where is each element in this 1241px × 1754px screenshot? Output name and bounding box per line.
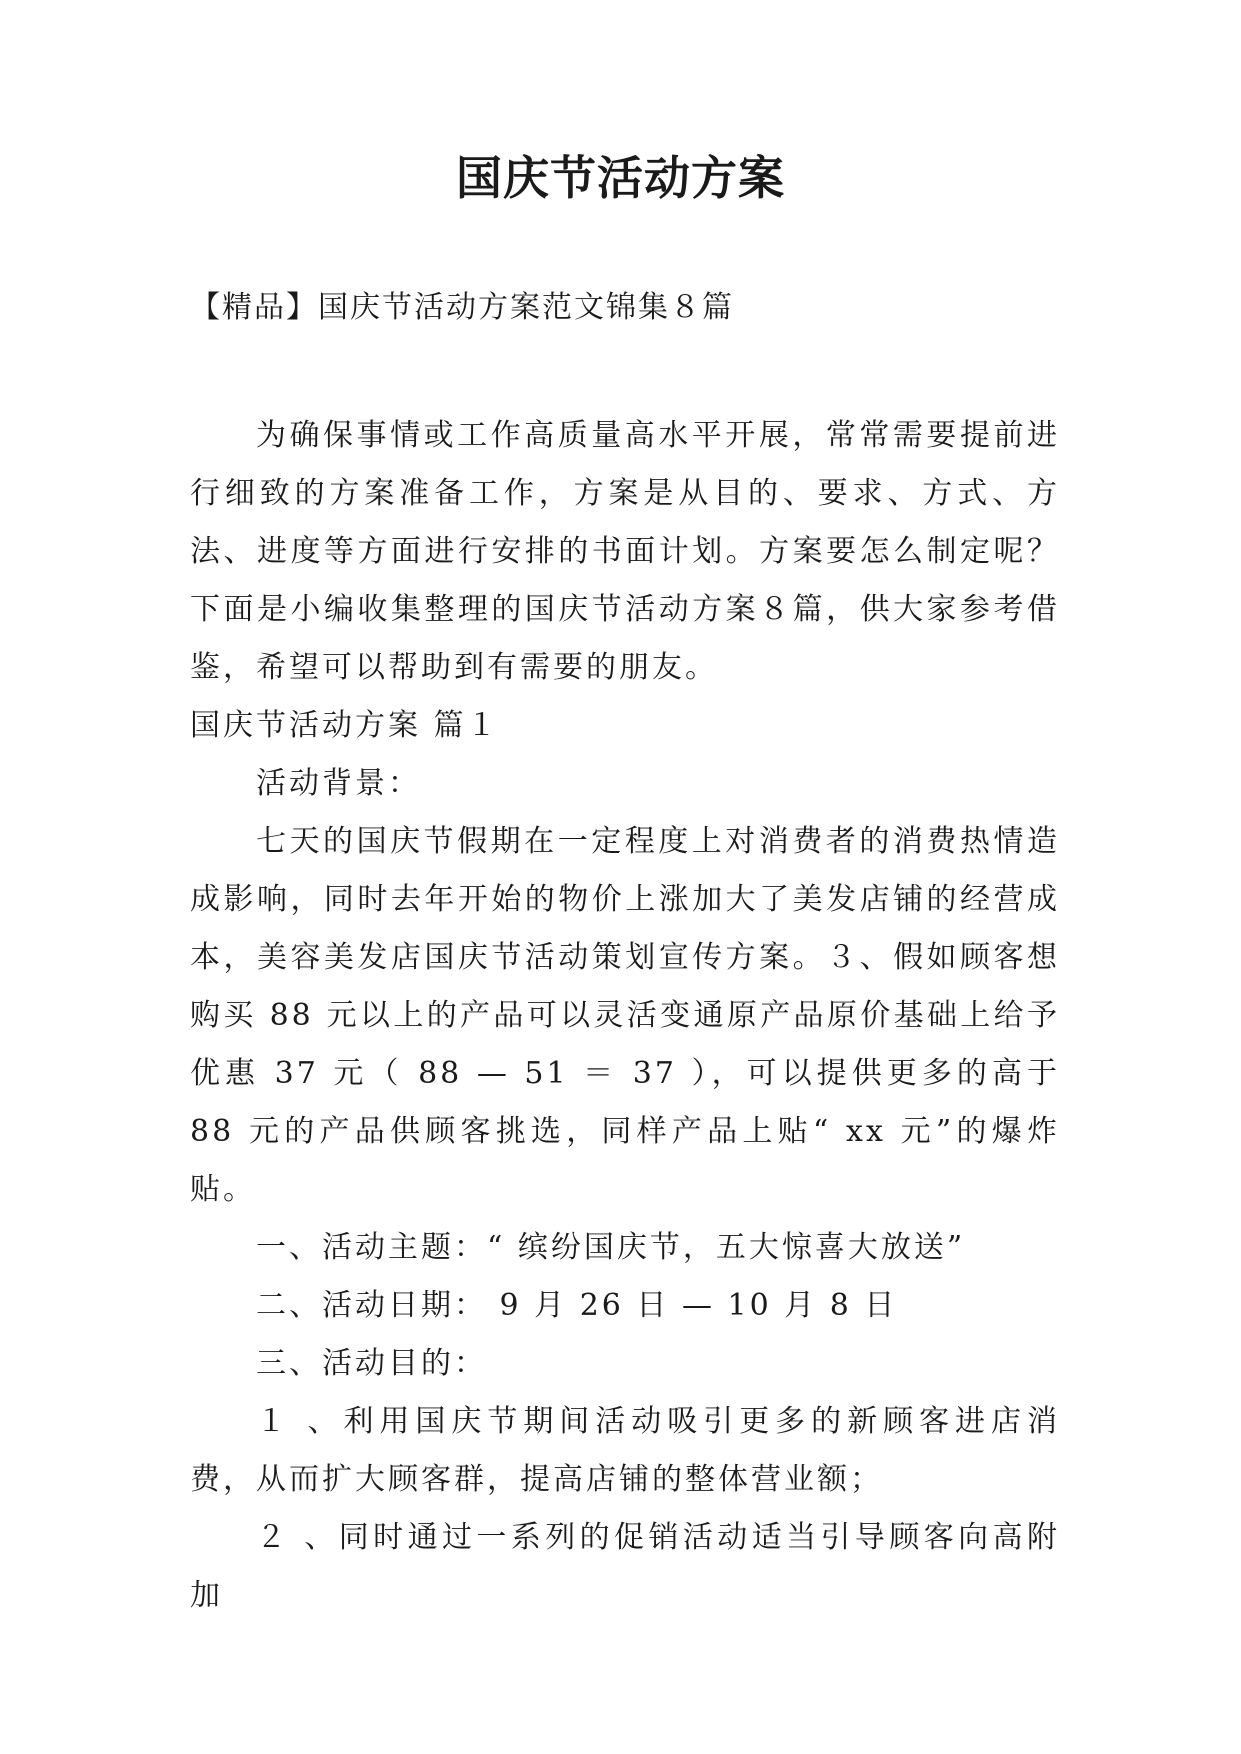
intro-paragraph: 为确保事情或工作高质量高水平开展，常常需要提前进行细致的方案准备工作，方案是从目的、要求、方式、方法、进度等方面进行安排的书面计划。方案要怎么制定呢？下面是小编收集整理的国庆节活动方案８篇，供大家参考借鉴，希望可以帮助到有需要的朋友。 [190, 418, 1060, 685]
document-body [190, 407, 1060, 1625]
document-subtitle: 【精品】国庆节活动方案范文锦集８篇 [190, 290, 734, 325]
purpose-item-2: ２ 、同时通过一系列的促销活动适当引导顾客向高附加 [190, 1520, 1060, 1613]
activity-background-label: 活动背景： [256, 766, 421, 801]
activity-theme: 一、活动主题：“ 缤纷国庆节，五大惊喜大放送” [256, 1230, 966, 1265]
activity-date: 二、活动日期： 9 月 26 日 — 10 月 8 日 [256, 1288, 898, 1323]
activity-background-paragraph: 七天的国庆节假期在一定程度上对消费者的消费热情造成影响，同时去年开始的物价上涨加大了美发店铺的经营成本，美容美发店国庆节活动策划宣传方案。３、假如顾客想购买 88 元以上的产品可以灵活变通原产品原价基础上给予优惠 37 元（ 88 — 51 ＝ 37 ），可以提供更多的高于 88 元的产品供顾客挑选，同样产品上贴“ xx 元”的爆炸贴。 [190, 824, 1060, 1207]
section-heading: 国庆节活动方案 篇１ [190, 708, 500, 743]
purpose-item-1: １ 、利用国庆节期间活动吸引更多的新顾客进店消费，从而扩大顾客群，提高店铺的整体营业额； [190, 1404, 1060, 1497]
activity-purpose-label: 三、活动目的： [256, 1346, 487, 1381]
document-title: 国庆节活动方案 [456, 151, 785, 205]
